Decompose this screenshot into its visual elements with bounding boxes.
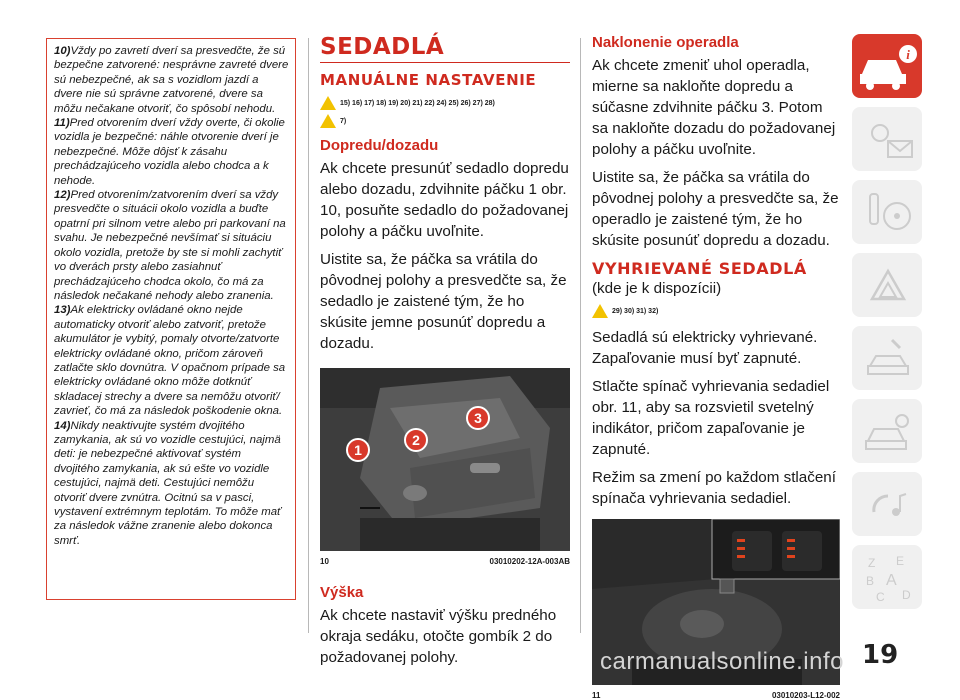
watermark: carmanualsonline.info <box>600 648 844 675</box>
svg-text:D: D <box>902 588 911 602</box>
title-rule <box>320 62 570 63</box>
car-info-icon <box>852 34 922 98</box>
tab-index[interactable] <box>852 545 922 609</box>
warning-item: 13)Ak elektricky ovládané okno nejde automaticky otvoriť alebo zatvoriť, pretože akumulátor je vybitý, pomaly otvorte/zatvorte elektricky ovládané okno, pričom zároveň zatlačte sklo dovnútra. V opačnom prípade sa elektricky ovládané okno môže dotknúť skladacej strechy a dvere sa nemôžu otvoriť/ zavrieť, čo má za následok poškodenie okna. <box>54 304 286 418</box>
figure-caption <box>320 557 570 566</box>
paragraph: Sedadlá sú elektricky vyhrievané. Zapaľovanie musí byť zapnuté. <box>592 329 818 367</box>
seat-figure <box>320 368 570 551</box>
heading-forward-back: Dopredu/dozadu <box>320 137 439 154</box>
paragraph: Ak chcete nastaviť výšku predného okraja sedáku, otočte gombík 2 do požadovanej polohy. <box>320 607 557 666</box>
paragraph: Ak chcete zmeniť uhol operadla, mierne sa nakloňte dopredu a súčasne zdvihnite páčku 3. Potom sa nakloňte dozadu do požadovanej polohy a páčku uvoľnite. <box>592 57 836 158</box>
heading-backrest: Naklonenie operadla <box>592 34 739 51</box>
index-letters-icon <box>852 545 922 609</box>
paragraph: Stlačte spínač vyhrievania sedadiel obr. 11, aby sa rozsvietil svetelný indikátor, pričom zapaľovanie je zapnuté. <box>592 378 830 458</box>
figure-caption <box>592 691 840 700</box>
specs-car-icon <box>852 399 922 463</box>
warning-item: 11)Pred otvorením dverí vždy overte, či okolie vozidla je bezpečné: náhle otvorenie dverí je nebezpečné. Môže dôjsť k zásahu prechádzajúceho vozidla alebo chodca a k nehode. <box>54 117 285 187</box>
svg-text:C: C <box>876 590 885 604</box>
right-column <box>592 34 840 700</box>
multimedia-icon <box>852 472 922 536</box>
heated-seats-subtitle: (kde je k dispozícii) <box>592 280 722 297</box>
svg-text:Z: Z <box>868 556 876 570</box>
paragraph: Ak chcete presunúť sedadlo dopredu alebo dozadu, zdvihnite páčku 1 obr. 10, posuňte sedadlo do požadovanej polohy a páčku uvoľnite. <box>320 160 569 240</box>
paragraph: Uistite sa, že páčka sa vrátila do pôvodnej polohy a presvedčte sa, že sedadlo je zaistené tým, že ho skúsite jemne posunúť dopredu a dozadu. <box>320 251 567 352</box>
svg-text:E: E <box>896 554 905 568</box>
wrench-car-icon <box>852 326 922 390</box>
warning-triangle-icon <box>852 253 922 317</box>
figure-code: 03010203-L12-002 <box>771 691 840 700</box>
warning-item: 10)Vždy po zavretí dverí sa presvedčte, že sú bezpečne zatvorené: nesprávne zavreté dvere sú nebezpečné, ak sa s vozidlom jazdí a dvere nie sú správne zatvorené, dvere sa môžu nečakane otvoriť, čo spôsobí nehodu. <box>54 45 289 115</box>
paragraph: Uistite sa, že páčka sa vrátila do pôvodnej polohy a presvedčte sa, že operadlo je zaistené tým, že ho skúsite posunúť dopredu a dozadu. <box>592 169 839 249</box>
heading-height: Výška <box>320 584 364 601</box>
svg-text:A: A <box>886 572 897 589</box>
warnings-box <box>46 38 296 600</box>
tab-car-info[interactable] <box>852 34 922 98</box>
tab-multimedia[interactable] <box>852 472 922 536</box>
figure-number: 11 <box>592 691 601 700</box>
section-title: SEDADLÁ <box>320 34 445 60</box>
callout-1: 1 <box>346 438 370 462</box>
tab-maintenance[interactable] <box>852 326 922 390</box>
warning-item: 14)Nikdy neaktivujte systém dvojitého zamykania, ak sú vo vozidle cestujúci, najmä deti: je nebezpečné aktivovať systém dvojitého zamykania, ak sú ešte vo vozidle cestujúci, najmä deti. Cestujúci nemôžu otvoriť dvere zvnútra. Ocitnú sa v pasci, vystavení extrémnym teplotám. To môže mať za následok vážne zranenie alebo dokonca smrť. <box>54 419 282 547</box>
warning-triangle-icon <box>592 304 608 318</box>
callout-2: 2 <box>404 428 428 452</box>
warning-references: 15) 16) 17) 18) 19) 20) 21) 22) 24) 25) 26) 27) 28) <box>320 95 570 111</box>
paragraph: Režim sa zmení po každom stlačení spínača vyhrievania sedadiel. <box>592 469 836 507</box>
svg-text:i: i <box>906 47 910 62</box>
chapter-sidebar <box>852 34 922 618</box>
caution-references: 7) <box>320 113 570 129</box>
callout-3: 3 <box>466 406 490 430</box>
heated-seats-title: VYHRIEVANÉ SEDADLÁ <box>592 259 807 278</box>
tab-safety[interactable] <box>852 253 922 317</box>
warning-triangle-icon <box>320 96 336 110</box>
figure-number: 10 <box>320 557 329 566</box>
subsection-title: MANUÁLNE NASTAVENIE <box>320 71 537 89</box>
lights-envelope-icon <box>852 107 922 171</box>
tab-lights-messages[interactable] <box>852 107 922 171</box>
column-divider <box>580 38 581 633</box>
figure-code: 03010202-12A-003AB <box>489 557 570 566</box>
column-divider <box>308 38 309 633</box>
key-steering-icon <box>852 180 922 244</box>
tab-specs[interactable] <box>852 399 922 463</box>
warning-references: 29) 30) 31) 32) <box>592 303 840 319</box>
page-number: 19 <box>862 640 899 670</box>
svg-text:B: B <box>866 574 875 588</box>
middle-column <box>320 34 570 675</box>
caution-triangle-icon <box>320 114 336 128</box>
tab-key-steering[interactable] <box>852 180 922 244</box>
warning-item: 12)Pred otvorením/zatvorením dverí sa vždy presvedčte o situácii okolo vozidla a buďte opatrní pri silnom vetre alebo pri parkovaní na svahu. Je nebezpečné nevšímať si situáciu okolo vozidla, pretože by ste si mohli zachytiť vo dverách prsty alebo zasiahnuť prechádzajúceho chodca okolo, čo má za následok nečakané nehody alebo zranenia. <box>54 189 286 302</box>
